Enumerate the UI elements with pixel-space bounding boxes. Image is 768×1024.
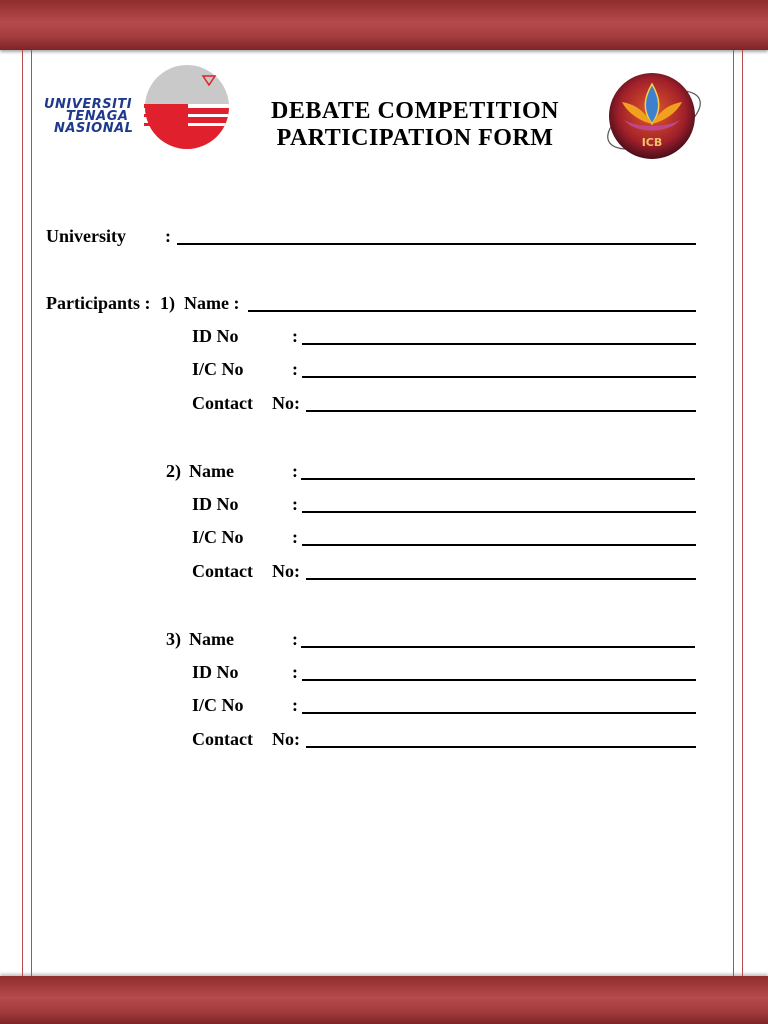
participant-3-ic-colon: : <box>292 695 298 715</box>
participant-2-contact-colon: No: <box>272 561 300 581</box>
participants-label: Participants : <box>46 293 151 313</box>
footer-band <box>0 976 768 1024</box>
participant-1-name-label: Name : <box>184 293 240 313</box>
participant-1-contact-label: Contact <box>192 393 253 413</box>
participant-3-name-label: Name <box>189 629 234 649</box>
participant-2-contact-label: Contact <box>192 561 253 581</box>
event-logo <box>602 70 706 164</box>
event-logo-text: ICB <box>641 136 663 149</box>
right-border-line-inner <box>733 50 734 976</box>
participant-3-ic-label: I/C No <box>192 695 244 715</box>
participant-2-id-field[interactable] <box>302 511 696 513</box>
participant-2-ic-colon: : <box>292 527 298 547</box>
university-logo <box>44 64 230 150</box>
participant-2-ic-label: I/C No <box>192 527 244 547</box>
left-border-line <box>22 50 23 976</box>
participant-1-id-colon: : <box>292 326 298 346</box>
participant-3-id-colon: : <box>292 662 298 682</box>
participant-2-name-field[interactable] <box>301 478 695 480</box>
logo-text-universiti: UNIVERSITI <box>44 97 133 112</box>
form-title-line1: DEBATE COMPETITION <box>271 98 559 124</box>
participant-1-contact-field[interactable] <box>306 410 696 412</box>
participant-1-contact-colon: No: <box>272 393 300 413</box>
participant-3-id-field[interactable] <box>302 679 696 681</box>
university-label: University <box>46 226 126 246</box>
participant-3-contact-colon: No: <box>272 729 300 749</box>
left-border-line-inner <box>31 50 32 976</box>
participant-2-ic-field[interactable] <box>302 544 696 546</box>
university-colon: : <box>165 226 171 246</box>
participant-2-number: 2) <box>166 461 181 481</box>
participant-1-ic-field[interactable] <box>302 376 696 378</box>
header-band <box>0 0 768 50</box>
form-title-line2: PARTICIPATION FORM <box>276 125 554 151</box>
participant-3-id-label: ID No <box>192 662 239 682</box>
participant-1-number: 1) <box>160 293 175 313</box>
participant-1-ic-colon: : <box>292 359 298 379</box>
participant-2-name-label: Name <box>189 461 234 481</box>
participant-3-number: 3) <box>166 629 181 649</box>
logo-text-tenaga: TENAGA <box>66 109 129 124</box>
right-border-line <box>742 50 743 976</box>
participant-1-ic-label: I/C No <box>192 359 244 379</box>
participant-1-name-field[interactable] <box>248 310 696 312</box>
participant-2-id-label: ID No <box>192 494 239 514</box>
university-field[interactable] <box>177 243 696 245</box>
participant-1-id-label: ID No <box>192 326 239 346</box>
participant-3-contact-label: Contact <box>192 729 253 749</box>
participant-3-name-colon: : <box>292 629 298 649</box>
participant-2-id-colon: : <box>292 494 298 514</box>
participant-1-id-field[interactable] <box>302 343 696 345</box>
participant-3-name-field[interactable] <box>301 646 695 648</box>
logo-text-nasional: NASIONAL <box>54 121 134 136</box>
participant-2-name-colon: : <box>292 461 298 481</box>
participant-2-contact-field[interactable] <box>306 578 696 580</box>
participant-3-contact-field[interactable] <box>306 746 696 748</box>
participant-3-ic-field[interactable] <box>302 712 696 714</box>
lotus-emblem-icon <box>602 70 706 164</box>
